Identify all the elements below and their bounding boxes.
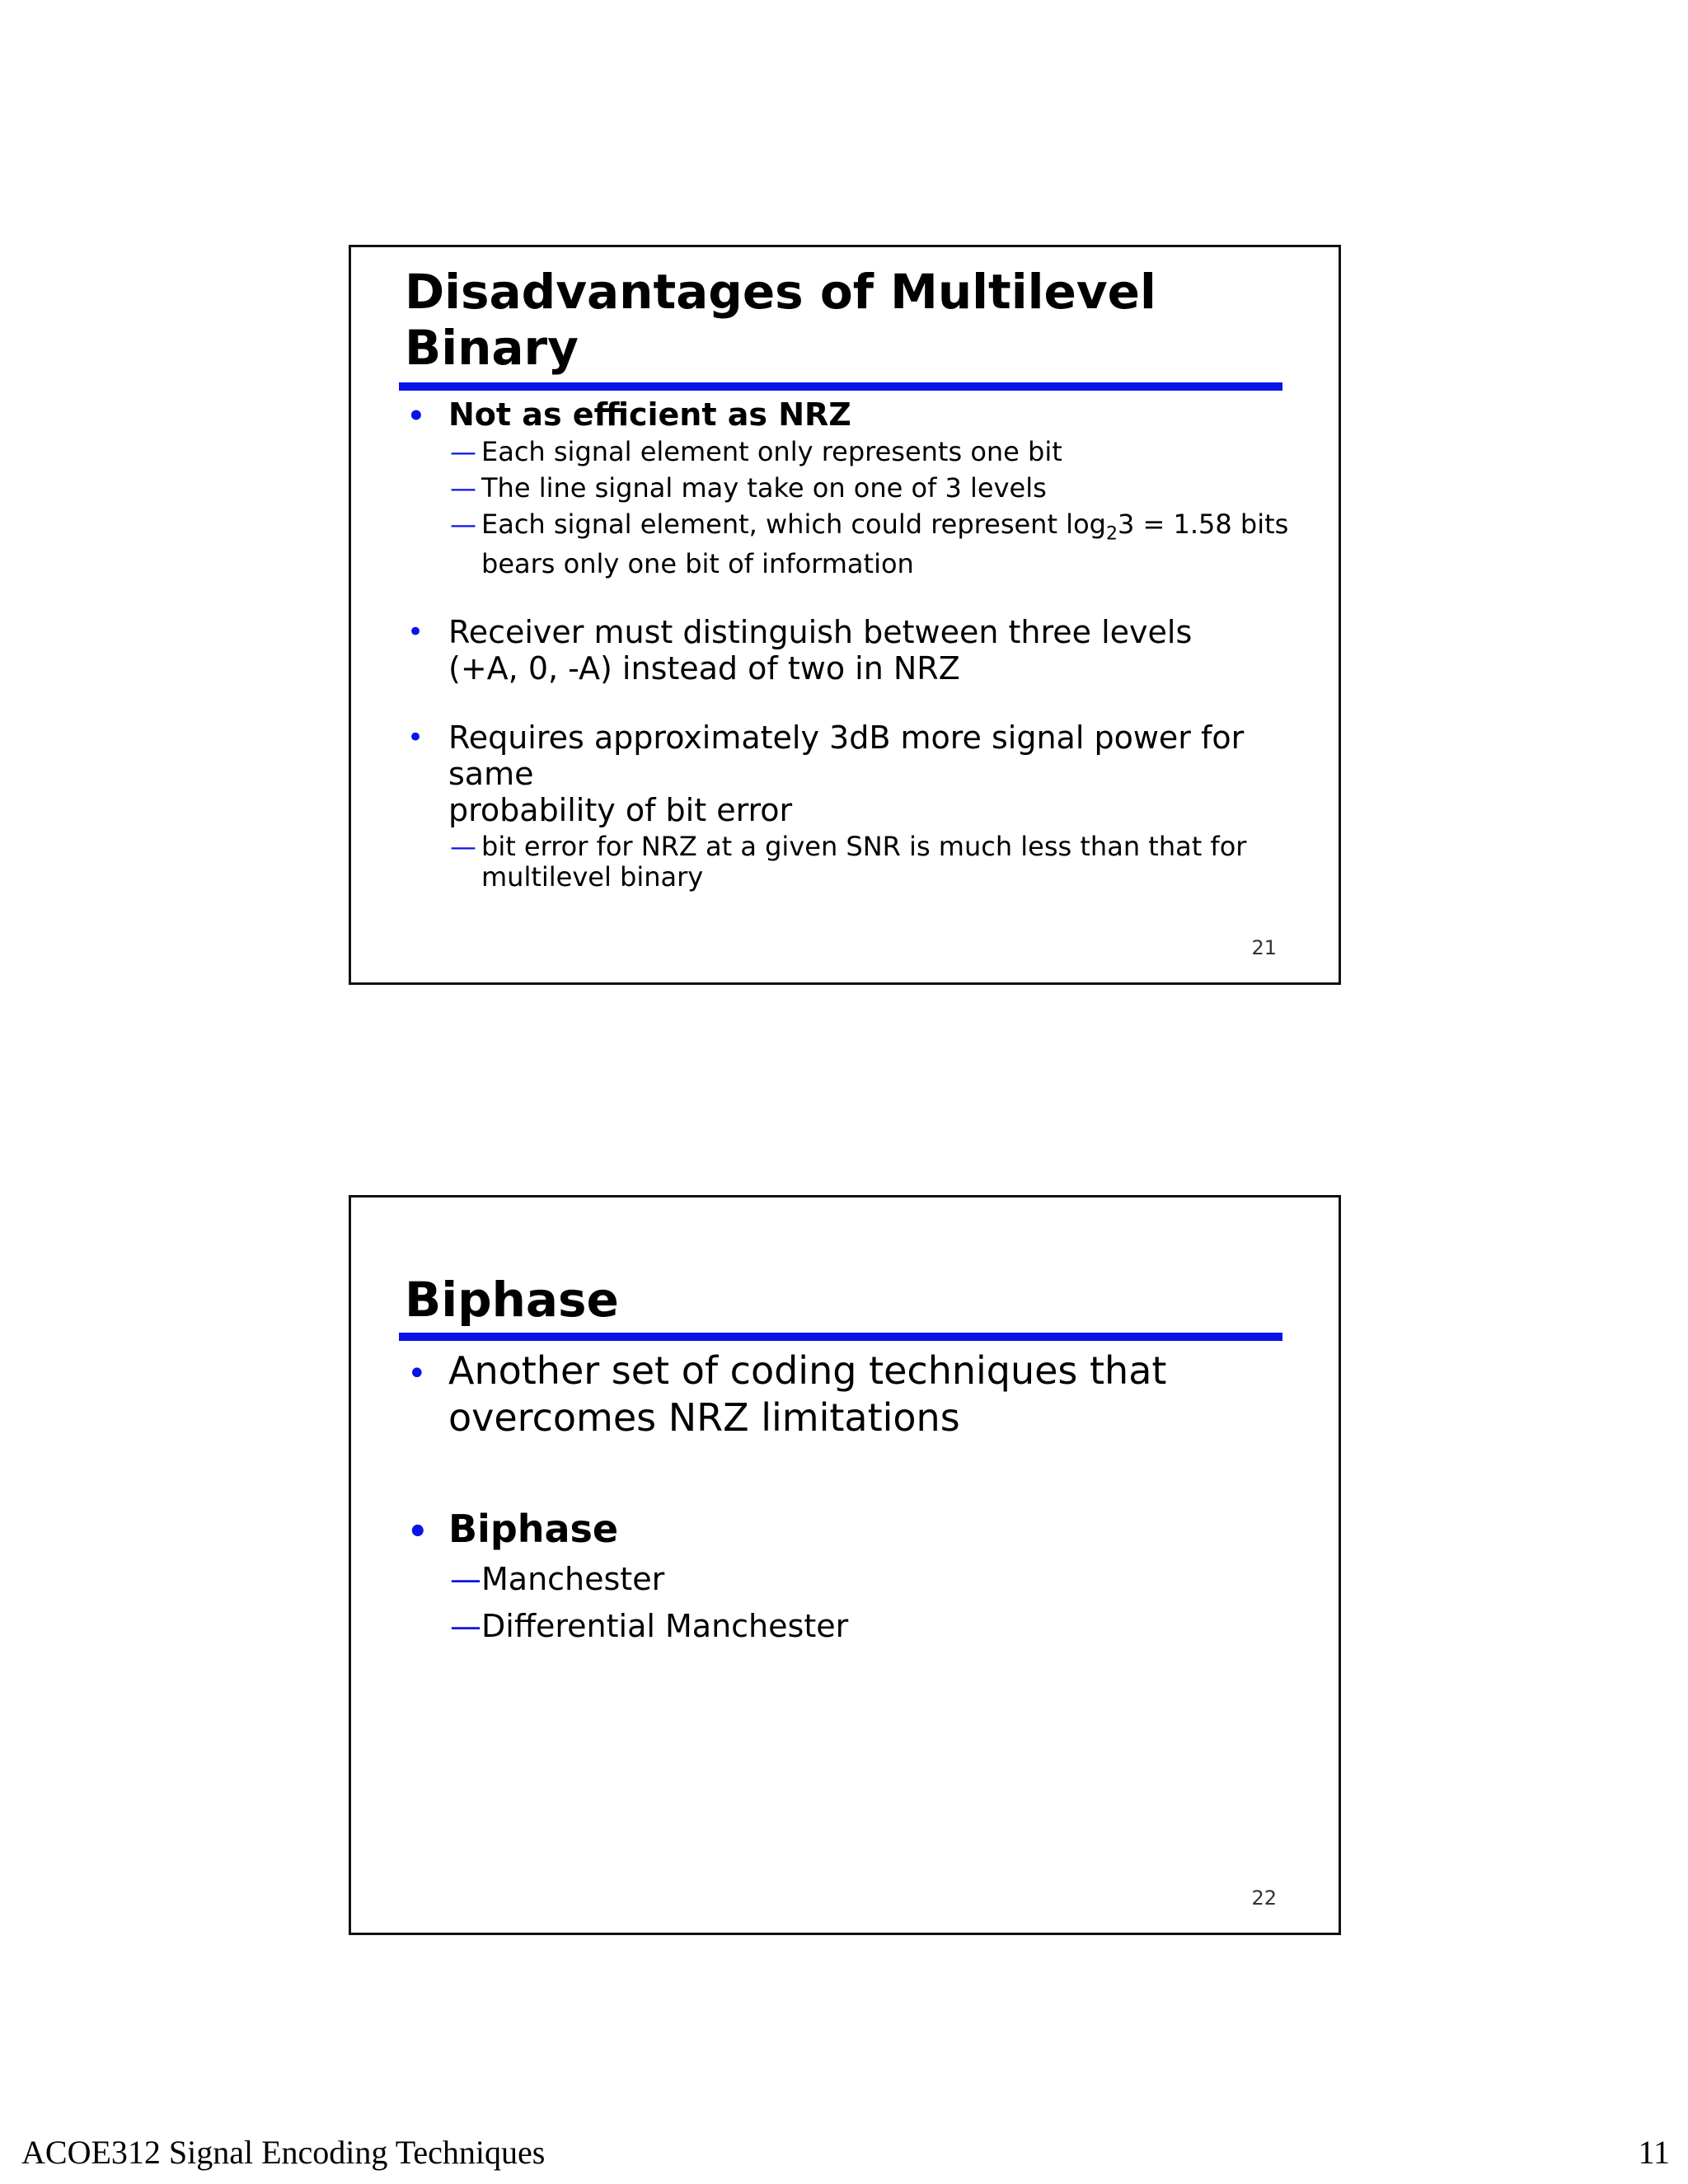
sub-text: The line signal may take on one of 3 levels [481,472,1047,504]
sub-text: Each signal element only represents one bit [481,436,1062,467]
bullet-dot-icon: • [407,1355,427,1393]
sub-item [407,437,1289,467]
bullet-line: Another set of coding techniques that [448,1348,1167,1393]
bullet-line: overcomes NRZ limitations [448,1395,960,1440]
sub-list [407,832,1289,893]
sub-item [407,473,1289,504]
sub-item [407,509,1289,579]
sub-item [407,1556,1289,1603]
title-line-2: Binary [405,320,579,376]
bullet-text [448,614,1289,687]
document-footer-title: ACOE312 Signal Encoding Techniques [21,2134,546,2171]
log-base-subscript: 2 [1105,523,1118,545]
dash-icon: — [450,436,476,467]
bullet-text [448,719,1289,828]
sub-text-part: multilevel binary [481,861,704,893]
sub-text [481,831,1246,893]
sub-text-part: bit error for NRZ at a given SNR is much less than that for [481,831,1247,863]
title-underline [399,1333,1282,1341]
sub-text-part: Each signal element, which could represent log [481,509,1106,540]
dash-icon: — [450,509,476,540]
bullet-line: Receiver must distinguish between three levels [448,614,1193,651]
bullet-item [407,1506,1289,1553]
sub-list [407,437,1289,579]
sub-text-part: bears only one bit of information [481,548,914,580]
bullet-text [448,1347,1289,1441]
slide-page-number: 22 [1251,1886,1277,1910]
bullet-line: Requires approximately 3dB more signal power for same [448,719,1245,793]
slide-page-number: 21 [1251,936,1277,959]
sub-text-part: 3 = 1.58 bits [1117,509,1289,540]
bullet-item [407,719,1289,828]
slide-21 [349,245,1341,985]
slide-title: Biphase [405,1272,619,1328]
bullet-item [407,396,1289,434]
sub-text [481,509,1288,579]
dash-icon: — [450,472,476,504]
bullet-dot-icon: • [407,400,425,433]
bullet-item [407,1347,1289,1441]
title-underline [399,382,1282,391]
document-page-number: 11 [1638,2134,1670,2171]
bullet-dot-icon: • [407,1513,429,1551]
dash-icon: — [450,1561,481,1597]
sub-item [407,1603,1289,1650]
sub-item [407,832,1289,893]
slide-22 [349,1195,1341,1935]
slide-title [405,264,1156,376]
bullet-line: probability of bit error [448,792,793,829]
sub-list [407,1556,1289,1650]
bullet-line: (+A, 0, -A) instead of two in NRZ [448,650,960,687]
dash-icon: — [450,831,476,863]
sub-text: Differential Manchester [481,1608,849,1644]
bullet-dot-icon: • [407,721,424,755]
dash-icon: — [450,1608,481,1644]
slide-body [407,1347,1289,1650]
bullet-dot-icon: • [407,616,424,649]
bullet-item [407,614,1289,687]
bullet-text: Not as efficient as NRZ [448,396,851,433]
title-line-1: Disadvantages of Multilevel [405,264,1156,320]
bullet-text: Biphase [448,1507,619,1551]
sub-text: Manchester [481,1561,665,1597]
slide-body [407,396,1289,893]
